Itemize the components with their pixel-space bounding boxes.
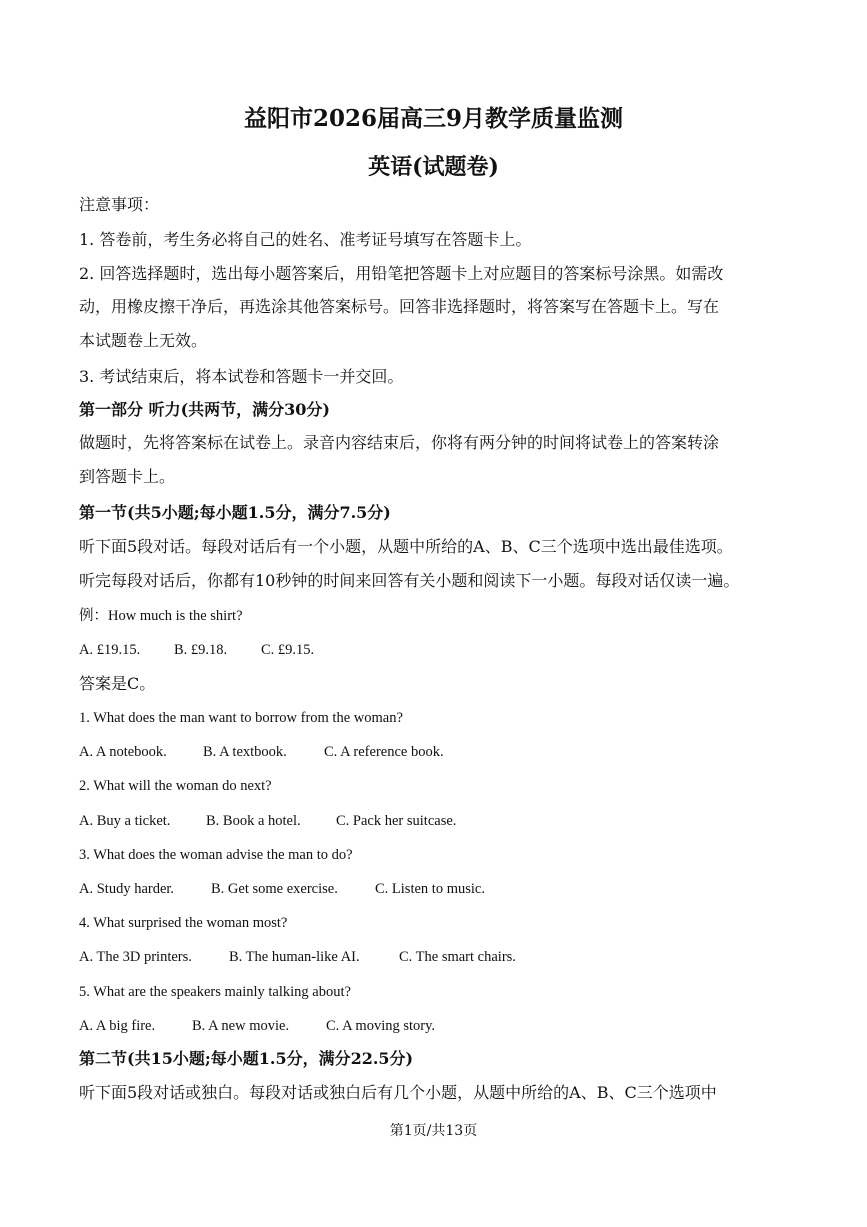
notice-item-2-line-3: 本试题卷上无效。 [79,331,208,350]
question-3-text: 3. What does the woman advise the man to do? [79,847,353,863]
notice-item-1: 1. 答卷前，考生务必将自己的姓名、准考证号填写在答题卡上。 [79,230,532,249]
question-4-option-a: A. The 3D printers. [79,949,192,965]
question-3-option-a: A. Study harder. [79,881,175,897]
question-4-option-c: C. The smart chairs. [399,949,516,965]
notice-item-2-line-2: 动，用橡皮擦干净后，再选涂其他答案标号。回答非选择题时，将答案写在答题卡上。写在 [79,297,720,316]
section1-instruction-line-2: 听完每段对话后，你都有10秒钟的时间来回答有关小题和阅读下一小题。每段对话仅读一遍。 [79,571,740,590]
exam-title: 益阳市2026届高三9月教学质量监测 [243,105,624,132]
question-1-option-b: B. A textbook. [203,744,287,760]
question-1-text: 1. What does the man want to borrow from the woman? [79,710,403,726]
part1-heading: 第一部分 听力(共两节，满分30分) [79,400,330,419]
example-options [79,639,819,661]
question-4-option-b: B. The human-like AI. [229,949,360,965]
question-3-option-c: C. Listen to music. [375,881,485,897]
page-number: 第1页/共13页 [389,1123,478,1139]
question-1-option-a: A. A notebook. [79,744,167,760]
example-option-c: C. £9.15. [261,642,315,658]
question-1-options [79,741,819,763]
section2-instruction-line-1: 听下面5段对话或独白。每段对话或独白后有几个小题，从题中所给的A、B、C三个选项中 [79,1083,717,1102]
question-2-option-b: B. Book a hotel. [206,813,301,829]
section1-heading: 第一节(共5小题;每小题1.5分，满分7.5分) [79,503,391,522]
part1-instruction-line-2: 到答题卡上。 [79,467,176,486]
exam-subtitle: 英语(试题卷) [368,154,499,180]
notice-heading: 注意事项： [79,195,160,214]
question-3-options [79,878,819,900]
example-option-a: A. £19.15. [79,642,141,658]
question-2-options [79,810,819,832]
question-5-option-c: C. A moving story. [326,1018,436,1034]
example-answer: 答案是C。 [79,674,156,693]
notice-item-3: 3. 考试结束后，将本试卷和答题卡一并交回。 [79,367,404,386]
example-question: 例：How much is the shirt? [79,608,243,624]
question-1-option-c: C. A reference book. [324,744,444,760]
question-4-text: 4. What surprised the woman most? [79,915,288,931]
question-2-text: 2. What will the woman do next? [79,778,272,794]
section1-instruction-line-1: 听下面5段对话。每段对话后有一个小题，从题中所给的A、B、C三个选项中选出最佳选项。 [79,537,733,556]
part1-instruction-line-1: 做题时，先将答案标在试卷上。录音内容结束后，你将有两分钟的时间将试卷上的答案转涂 [79,433,720,452]
notice-item-2-line-1: 2. 回答选择题时，选出每小题答案后，用铅笔把答题卡上对应题目的答案标号涂黑。如需改 [79,264,724,283]
question-5-text: 5. What are the speakers mainly talking about? [79,984,351,1000]
question-5-options [79,1015,819,1037]
question-5-option-a: A. A big fire. [79,1018,156,1034]
question-4-options [79,946,819,968]
question-2-option-c: C. Pack her suitcase. [336,813,457,829]
question-3-option-b: B. Get some exercise. [211,881,338,897]
example-option-b: B. £9.18. [174,642,228,658]
question-2-option-a: A. Buy a ticket. [79,813,171,829]
question-5-option-b: B. A new movie. [192,1018,290,1034]
section2-heading: 第二节(共15小题;每小题1.5分，满分22.5分) [79,1049,414,1068]
